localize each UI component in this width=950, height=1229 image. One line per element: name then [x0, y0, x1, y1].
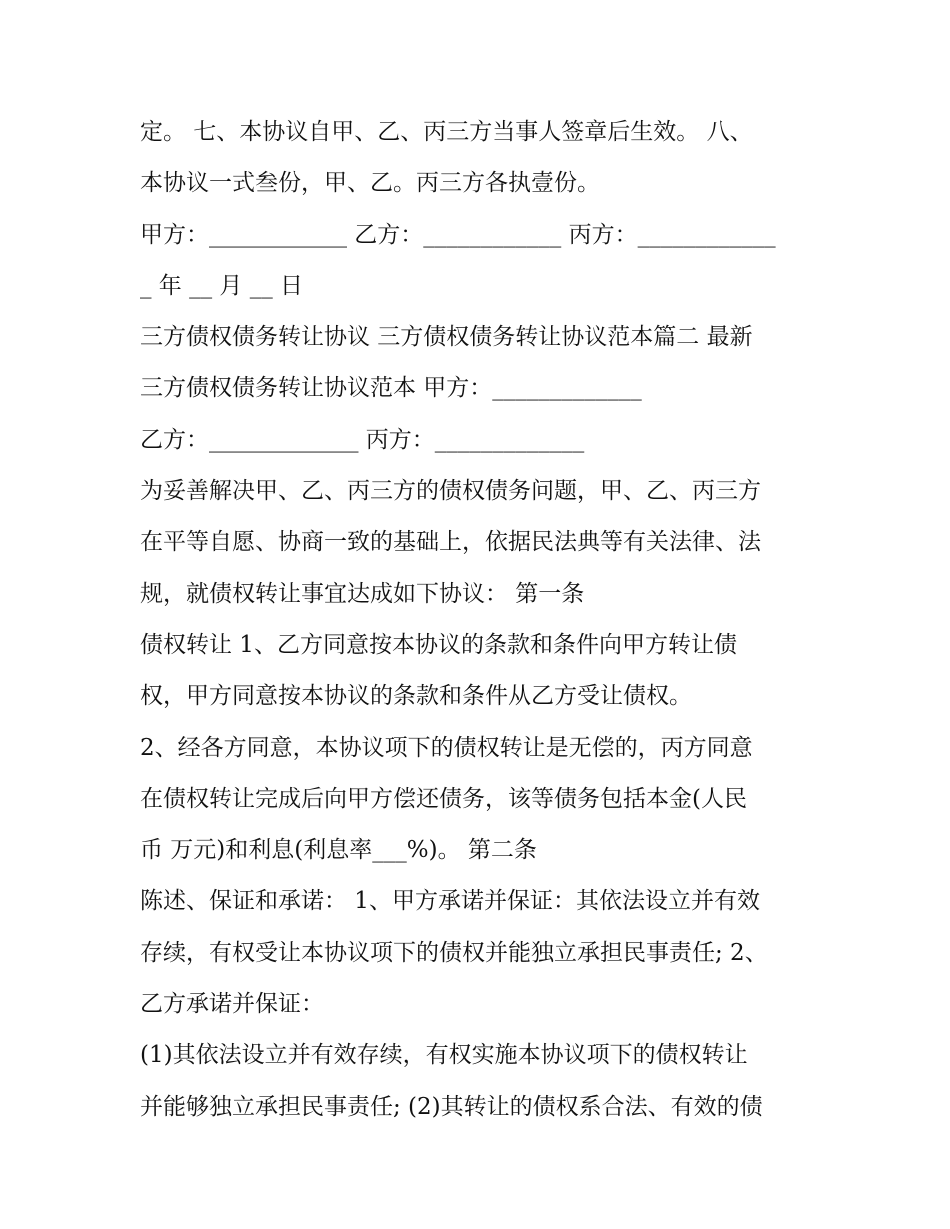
- text-line-7: 乙方：_____________ 丙方：_____________: [140, 426, 585, 453]
- text-line-11: 债权转让 1、乙方同意按本协议的条款和条件向甲方转让债: [140, 631, 737, 658]
- text-line-20: 并能够独立承担民事责任; (2)其转让的债权系合法、有效的债: [140, 1093, 763, 1120]
- text-line-15: 币 万元)和利息(利息率___%)。 第二条: [140, 837, 537, 864]
- signature-line-parties: 甲方：____________ 乙方：____________ 丙方：____________: [140, 221, 776, 248]
- text-line-18: 乙方承诺并保证：: [140, 991, 324, 1018]
- text-line-16: 陈述、保证和承诺： 1、甲方承诺并保证：其依法设立并有效: [140, 888, 760, 915]
- text-line-9: 在平等自愿、协商一致的基础上，依据民法典等有关法律、法: [140, 529, 761, 556]
- text-line-12: 权，甲方同意按本协议的条款和条件从乙方受让债权。: [140, 683, 692, 710]
- text-line-5: 三方债权债务转让协议 三方债权债务转让协议范本篇二 最新: [140, 324, 753, 351]
- date-line: _ 年 __ 月 __ 日: [140, 272, 304, 299]
- text-line-14: 在债权转让完成后向甲方偿还债务，该等债务包括本金(人民: [140, 785, 747, 812]
- document-body: [140, 107, 830, 1133]
- text-line-8: 为妥善解决甲、乙、丙三方的债权债务问题，甲、乙、丙三方: [140, 478, 761, 505]
- text-line-17: 存续，有权受让本协议项下的债权并能独立承担民事责任; 2、: [140, 939, 768, 966]
- text-line-10: 规，就债权转让事宜达成如下协议： 第一条: [140, 580, 585, 607]
- text-line-13: 2、经各方同意，本协议项下的债权转让是无偿的，丙方同意: [140, 734, 753, 761]
- text-line-6: 三方债权债务转让协议范本 甲方：_____________: [140, 375, 642, 402]
- text-line-19: (1)其依法设立并有效存续，有权实施本协议项下的债权转让: [140, 1042, 748, 1069]
- text-line-1: 定。 七、本协议自甲、乙、丙三方当事人签章后生效。 八、: [140, 119, 753, 145]
- text-line-2: 本协议一式叁份，甲、乙。丙三方各执壹份。: [140, 170, 600, 197]
